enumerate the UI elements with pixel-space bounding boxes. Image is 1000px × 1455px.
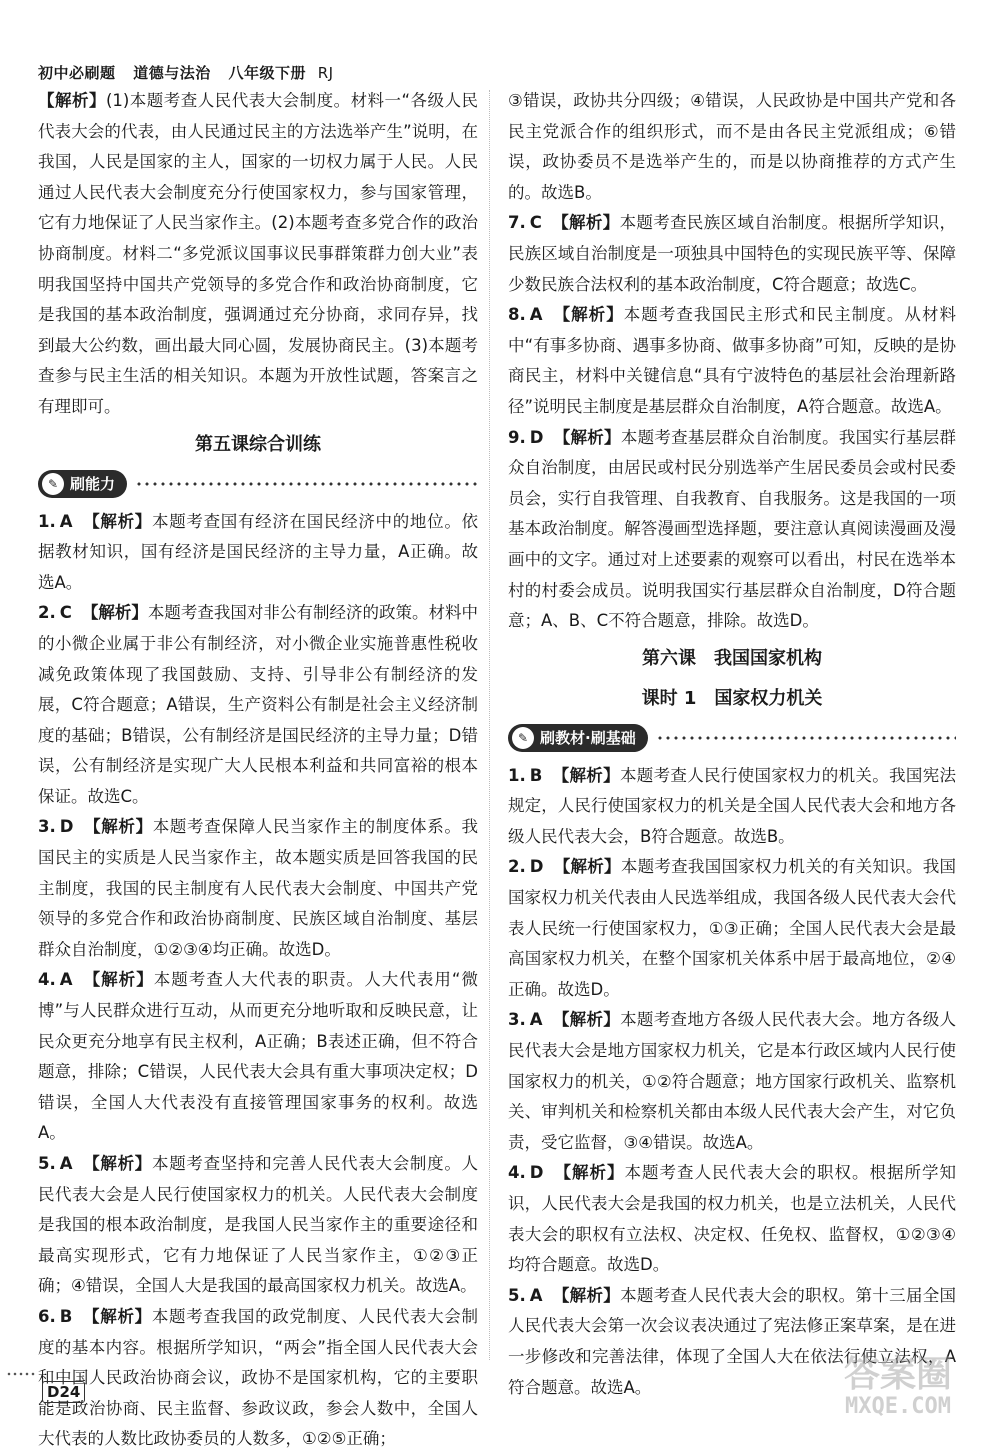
item-number: 1. xyxy=(508,765,526,785)
item-answer: A xyxy=(529,1285,543,1305)
item-text: 本题考查我国对非公有制经济的政策。材料中的小微企业属于非公有制经济，对小微企业实施普惠性税收减免政策体现了我国鼓励、支持、引导非公有制经济的发展，C符合题意；A错误，生产资料公有制是社会主义经济制度的基础；B错误，公有制经济是国民经济的主导力量；D错误，公有制经济是实现广大人民根本利益和共同富裕的根本保证。故选C。 xyxy=(38,603,479,806)
item-answer: A xyxy=(59,1154,73,1173)
item-answer: B xyxy=(59,1306,73,1326)
item-number: 4. xyxy=(508,1163,526,1183)
item-answer: D xyxy=(529,427,544,447)
analysis-tag: 【解析】 xyxy=(551,213,620,233)
item-number: 8. xyxy=(508,305,526,325)
item-number: 3. xyxy=(38,817,56,837)
dotted-rule xyxy=(135,482,478,486)
answer-item xyxy=(508,1005,956,1158)
item-answer: D xyxy=(59,817,74,837)
analysis-tag: 【解析】 xyxy=(552,305,624,325)
analysis-tag: 【解析】 xyxy=(82,1154,153,1173)
chapter-title: 第六课 我国国家机构 xyxy=(642,647,822,669)
lesson-title: 课时 1 国家权力机关 xyxy=(641,687,823,709)
column-divider xyxy=(489,90,490,1360)
item-text: 本题考查我国的政党制度、人民代表大会制度的基本内容。根据所学知识，“两会”指全国人民代表大会和中国人民政治协商会议，政协不是国家机构，它的主要职能是政治协商、民主监督、参政议政，参会人数中，全国人大代表的人数比政协委员的人数多，①②⑤正确； xyxy=(38,1306,478,1449)
item-answer: D xyxy=(529,1163,544,1183)
answer-item xyxy=(508,1158,956,1280)
analysis-tag: 【解析】 xyxy=(553,427,621,447)
header-series: 初中必刷题 xyxy=(38,64,116,82)
item-answer: A xyxy=(59,970,73,990)
item-answer: C xyxy=(59,603,72,623)
analysis-tag: 【解析】 xyxy=(82,1306,152,1326)
item-text: 本题考查人民行使国家权力的机关。我国宪法规定，人民行使国家权力的机关是全国人民代表大会和地方各级人民代表大会，B符合题意。故选B。 xyxy=(508,765,957,846)
answer-item xyxy=(38,1149,478,1302)
item-number: 9. xyxy=(508,427,526,447)
badge-row xyxy=(38,465,478,503)
item-answer: A xyxy=(529,305,543,325)
answer-item xyxy=(38,507,478,599)
header-subject: 道德与法治 xyxy=(133,64,211,82)
watermark-text: 答案圈 xyxy=(843,1354,952,1395)
analysis-tag: 【解析】 xyxy=(81,603,148,623)
item-text: 本题考查国有经济在国民经济中的地位。依据教材知识，国有经济是国民经济的主导力量，A正确。故选A。 xyxy=(38,511,479,592)
analysis-tag: 【解析】 xyxy=(38,91,106,110)
page-number: D24 xyxy=(42,1381,85,1403)
analysis-tag: 【解析】 xyxy=(82,511,153,531)
pen-icon: ✎ xyxy=(42,473,64,495)
header-edition: RJ xyxy=(317,64,334,82)
watermark-url: MXQE.COM xyxy=(845,1394,951,1419)
item-answer: C xyxy=(529,213,542,233)
answer-item xyxy=(38,812,478,965)
badge-label: 刷教材·刷基础 xyxy=(540,729,636,748)
dotted-rule xyxy=(656,736,956,740)
intro-paragraph xyxy=(38,86,478,423)
badge-row xyxy=(508,719,956,757)
analysis-tag: 【解析】 xyxy=(82,970,154,990)
item-answer: A xyxy=(59,511,73,531)
answer-item xyxy=(508,423,956,637)
answer-item xyxy=(508,761,956,853)
item-number: 5. xyxy=(38,1154,56,1173)
answer-item xyxy=(508,208,956,300)
analysis-tag: 【解析】 xyxy=(552,1285,621,1305)
section-title: 第五课综合训练 xyxy=(195,433,321,455)
answer-item xyxy=(508,852,956,1005)
item-number: 3. xyxy=(508,1010,526,1030)
analysis-tag: 【解析】 xyxy=(83,817,153,837)
item-text: 本题考查基层群众自治制度。我国实行基层群众自治制度，由居民或村民分别选举产生居民委员会或村民委员会，实行自我管理、自我教育、自我服务。这是我国的一项基本政治制度。解答漫画型选择题，要注意认真阅读漫画及漫画中的文字。通过对上述要素的观察可以看出，村民在选举本村的村委会成员。说明我国实行基层群众自治制度，D符合题意；A、B、C不符合题意，排除。故选D。 xyxy=(508,427,957,631)
pen-icon: ✎ xyxy=(512,727,534,749)
item-text: 本题考查我国国家权力机关的有关知识。我国国家权力机关代表由人民选举组成，我国各级人民代表大会代表人民统一行使国家权力，①③正确；全国人民代表大会是最高国家权力机关，在整个国家机关体系中居于最高地位，②④正确。故选D。 xyxy=(508,857,957,999)
answer-item xyxy=(38,965,478,1149)
item-text: 本题考查人大代表的职责。人大代表用“微博”与人民群众进行互动，从而更充分地听取和反映民意，让民众更充分地享有民主权利，A正确；B表述正确，但不符合题意，排除；C错误，人民代表大会具有重大事项决定权；D错误，全国人大代表没有直接管理国家事务的权利。故选A。 xyxy=(38,970,478,1143)
item-number: 5. xyxy=(508,1285,526,1305)
item-text: 本题考查人民代表大会的职权。根据所学知识，人民代表大会是我国的权力机关，也是立法机关，人民代表大会的职权有立法权、决定权、任免权、监督权，①②③④均符合题意。故选D。 xyxy=(508,1163,957,1275)
right-column xyxy=(508,86,956,1403)
item-text: 本题考查人民代表大会的职权。第十三届全国人民代表大会第一次会议表决通过了宪法修正案草案，是在进一步修改和完善法律，体现了全国人大在依法行使立法权，A符合题意。故选A。 xyxy=(508,1285,957,1397)
item-number: 1. xyxy=(38,511,56,531)
analysis-tag: 【解析】 xyxy=(553,857,621,877)
answer-item xyxy=(508,300,956,422)
badge-label: 刷能力 xyxy=(70,475,116,494)
item-text: 本题考查保障人民当家作主的制度体系。我国民主的实质是人民当家作主，故本题实质是回答我国的民主制度，我国的民主制度有人民代表大会制度、中国共产党领导的多党合作和政治协商制度、民族区域自治制度、基层群众自治制度，①②③④均正确。故选D。 xyxy=(38,817,479,959)
page-edge-dots xyxy=(6,1372,36,1376)
item-number: 6. xyxy=(38,1306,56,1326)
running-header xyxy=(38,62,346,83)
analysis-tag: 【解析】 xyxy=(552,765,620,785)
item-number: 2. xyxy=(38,603,56,623)
item-text: 本题考查坚持和完善人民代表大会制度。人民代表大会是人民行使国家权力的机关。人民代表大会制度是我国的根本政治制度，是我国人民当家作主的重要途径和最高实现形式，它有力地保证了人民当家作主，①②③正确；④错误，全国人大是我国的最高国家权力机关。故选A。 xyxy=(38,1154,479,1296)
item-text: 本题考查我国民主形式和民主制度。从材料中“有事多协商、遇事多协商、做事多协商”可知，反映的是协商民主，材料中关键信息“具有宁波特色的基层社会治理新路径”说明民主制度是基层群众自治制度，A符合题意。故选A。 xyxy=(508,305,957,416)
item-number: 4. xyxy=(38,970,56,990)
analysis-tag: 【解析】 xyxy=(553,1163,625,1183)
header-grade: 八年级下册 xyxy=(228,64,307,82)
intro-text: (1)本题考查人民代表大会制度。材料一“各级人民代表大会的代表，由人民通过民主的方法选举产生”说明，在我国，人民是国家的主人，国家的一切权力属于人民。人民通过人民代表大会制度充分行使国家权力，参与国家管理，它有力地保证了人民当家作主。(2)本题考查多党合作的政治协商制度。材料二“多党派议国事议民事群策群力创大业”表明我国坚持中国共产党领导的多党合作和政治协商制度，它是我国的基本政治制度，强调通过充分协商，求同存异，找到最大公约数，画出最大同心圆，发展协商民主。(3)本题考查参与民主生活的相关知识。本题为开放性试题，答案言之有理即可。 xyxy=(38,91,479,416)
item-number: 7. xyxy=(508,213,526,233)
textbook-badge xyxy=(508,724,648,752)
item-answer: A xyxy=(529,1010,543,1030)
continued-paragraph: ③错误，政协共分四级；④错误，人民政协是中国共产党和各民主党派合作的组织形式，而不是由各民主党派组成；⑥错误，政协委员不是选举产生的，而是以协商推荐的方式产生的。故选B。 xyxy=(508,91,956,202)
item-text: 本题考查地方各级人民代表大会。地方各级人民代表大会是地方国家权力机关，它是本行政区域内人民行使国家权力的机关，①②符合题意；地方国家行政机关、监察机关、审判机关和检察机关都由本级人民代表大会产生，对它负责，受它监督，③④错误。故选A。 xyxy=(508,1010,957,1152)
answer-item xyxy=(38,598,478,812)
item-answer: D xyxy=(529,857,544,877)
ability-badge xyxy=(38,470,127,498)
item-number: 2. xyxy=(508,857,526,877)
analysis-tag: 【解析】 xyxy=(552,1010,621,1030)
item-answer: B xyxy=(529,765,543,785)
left-column xyxy=(38,86,478,1455)
watermark-logo xyxy=(812,1356,984,1422)
item-text: 本题考查民族区域自治制度。根据所学知识，民族区域自治制度是一项独具中国特色的实现民族平等、保障少数民族合法权利的基本政治制度，C符合题意；故选C。 xyxy=(508,213,957,294)
